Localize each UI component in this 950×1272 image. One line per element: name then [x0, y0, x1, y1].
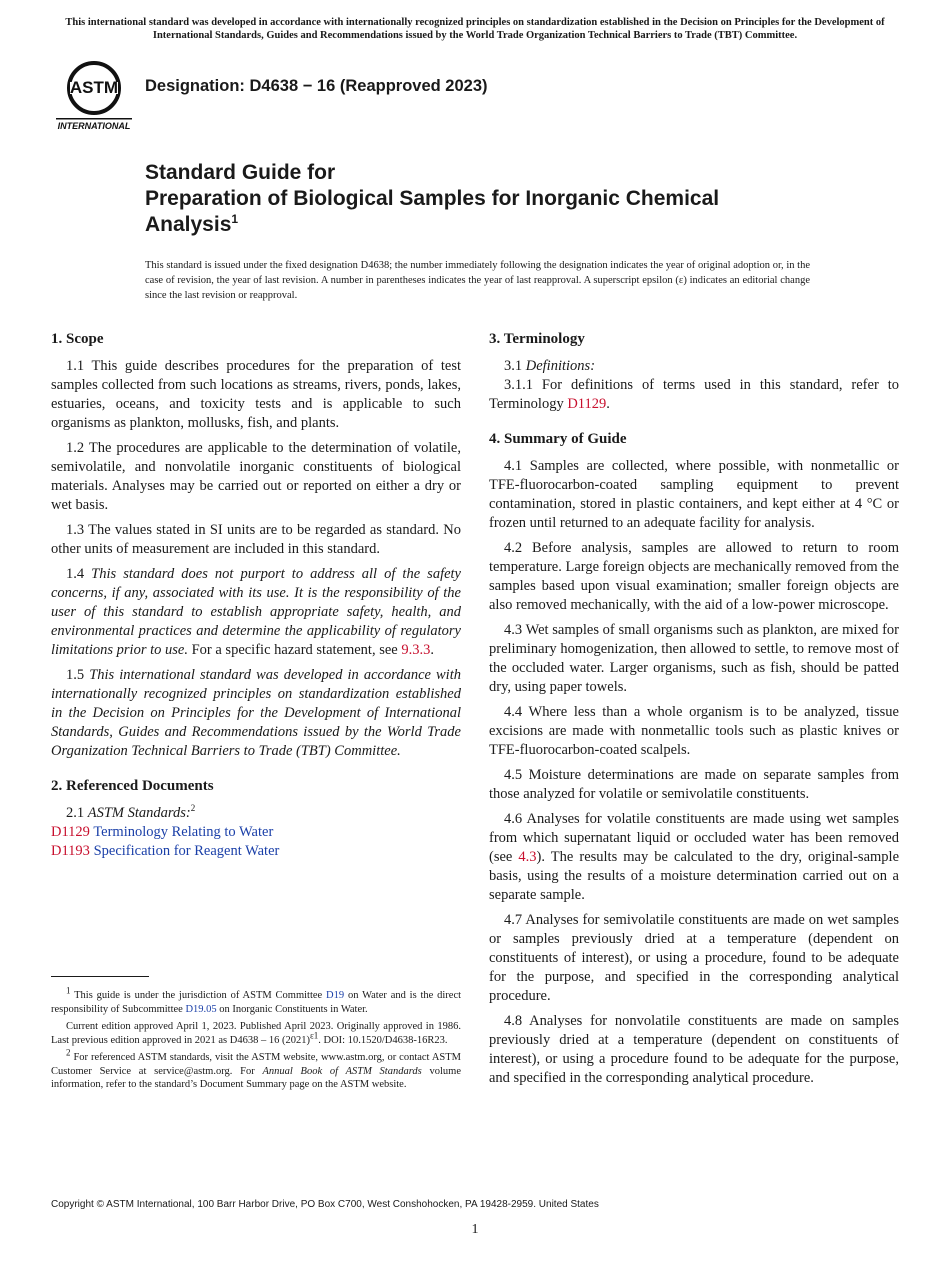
paragraph-1-3: 1.3 The values stated in SI units are to be regarded as standard. No other units of measurement are included in this standard.: [51, 522, 461, 557]
link-9-3-3[interactable]: 9.3.3: [401, 642, 431, 658]
footnote-divider: [51, 976, 149, 977]
paragraph-1-4: 1.4 This standard does not purport to address all of the safety concerns, if any, associated with its use. It is the responsibility of the user of this standard to establish appropriate safety, health, and environmental practices and determine the applicability of regulatory limitations prior to use. For a specific hazard statement, see 9.3.3.: [51, 566, 461, 658]
reference-item[interactable]: D1129 Terminology Relating to Water: [51, 824, 274, 840]
title-footnote-mark: 1: [231, 212, 239, 226]
paragraph-1-1: 1.1 This guide describes procedures for the preparation of test samples collected from such locations as streams, rivers, ponds, lakes, estuaries, oceans, and toxicity tests and is applicable to such organisms as plankton, mollusks, fish, and plants.: [51, 358, 461, 431]
designation: Designation: D4638 − 16 (Reapproved 2023): [145, 77, 488, 95]
left-column: [51, 330, 461, 861]
link-d1129[interactable]: D1129: [567, 396, 607, 412]
section-heading-terminology: 3. Terminology: [489, 331, 585, 347]
paragraph-4-6: 4.6 Analyses for volatile constituents are made using wet samples from which supernatant liquid or occluded water has been removed (see 4.3). The results may be calculated to the dry, original-sample basis, using the results of a moisture determination carried out on a separate sample.: [489, 811, 900, 903]
right-column: [489, 330, 899, 1094]
paragraph-4-1: 4.1 Samples are collected, where possible, with nonmetallic or TFE-fluorocarbon-coated sampling equipment to prevent contamination, stored in plastic containers, and kept either at 4 °C or frozen until returned to an adequate facility for analysis.: [489, 458, 899, 531]
paragraph-4-4: 4.4 Where less than a whole organism is to be analyzed, tissue excisions are made with nonmetallic tools such as plastic knives or TFE-fluorocarbon-coated scalpels.: [489, 704, 899, 758]
paragraph-4-7: 4.7 Analyses for semivolatile constituents are made on wet samples or samples previously dried at a temperature (dependent on constituents of interest), or using a procedure, found to be adequate for the purpose, and specified in the corresponding analytical procedure.: [489, 912, 899, 1004]
logo-text: ASTM: [69, 78, 119, 97]
paragraph-4-3: 4.3 Wet samples of small organisms such as plankton, are mixed for preliminary homogenization, then allowed to settle, to remove most of the occluded water. Larger organisms, such as fish, should be patted dry, using paper towels.: [489, 622, 899, 695]
reference-item[interactable]: D1193 Specification for Reagent Water: [51, 843, 280, 859]
document-title: [145, 160, 845, 238]
section-heading-summary: 4. Summary of Guide: [489, 431, 627, 447]
title-line-1: Standard Guide for: [145, 161, 336, 184]
paragraph-1-2: 1.2 The procedures are applicable to the determination of volatile, semivolatile, and nonvolatile inorganic constituents of biological materials. Analyses may be carried out or reported on either a dry or wet basis.: [51, 440, 461, 513]
standards-banner: This international standard was developed in accordance with internationally recognized principles on standardization established in the Decision on Principles for the Development of International Standards, Guides and Recommendations issued by the World Trade Organization Technical Barriers to Trade (TBT) Committee.: [65, 17, 885, 41]
paragraph-1-5: 1.5 This international standard was developed in accordance with internationally recognized principles on standardization established in the Decision on Principles for the Development of International Standards, Guides and Recommendations issued by the World Trade Organization Technical Barriers to Trade (TBT) Committee.: [51, 667, 461, 759]
paragraph-2-1: 2.1 ASTM Standards:$^2$: [66, 803, 196, 821]
logo-subtext: INTERNATIONAL: [57, 121, 131, 131]
section-heading-referenced-documents: 2. Referenced Documents: [51, 778, 214, 794]
section-heading-scope: 1. Scope: [51, 331, 104, 347]
footnote-2: $^2$ For referenced ASTM standards, visit the ASTM website, www.astm.org, or contact ASTM Customer Service at service@astm.org. For Annual Book of ASTM Standards volume information, refer to the standard’s Document Summary page on the ASTM website.: [51, 1047, 462, 1090]
astm-logo: [54, 58, 134, 132]
footnote-1-edition: Current edition approved April 1, 2023. Published April 2023. Originally approved in 1986. Last previous edition approved in 2021 as D4638 – 16 $(2021)^{\varepsilon 1}$. DOI: 10.1520/D4638-16R23.: [51, 1021, 461, 1046]
paragraph-4-8: 4.8 Analyses for nonvolatile constituents are made on samples previously dried at a temperature (dependent on constituents of interest), or using a procedure found to be adequate for the purpose, and specified in the corresponding analytical procedure.: [489, 1013, 899, 1086]
footnotes: [51, 976, 461, 1096]
page-number: 1: [471, 1222, 479, 1237]
paragraph-3-1-1: 3.1.1 For definitions of terms used in this standard, refer to Terminology D1129.: [489, 377, 899, 412]
link-d19-05[interactable]: D19.05: [185, 1003, 217, 1015]
paragraph-4-5: 4.5 Moisture determinations are made on separate samples from those analyzed for volatile or semivolatile constituents.: [489, 767, 899, 802]
title-line-3: Analysis$^1$: [145, 212, 239, 236]
title-line-2: Preparation of Biological Samples for Inorganic Chemical: [145, 187, 720, 210]
paragraph-4-2: 4.2 Before analysis, samples are allowed to return to room temperature. Large foreign objects are mechanically removed from the samples based upon visual examination; smaller foreign objects are also removed mechanically, with the aid of a low-power microscope.: [489, 540, 899, 613]
paragraph-3-1: 3.1 Definitions:: [504, 358, 596, 374]
link-4-3[interactable]: 4.3: [518, 849, 537, 865]
footnote-1: $^1$ This guide is under the jurisdiction of ASTM Committee D19 on Water and is the direct responsibility of Subcommittee D19.05 on Inorganic Constituents in Water.: [51, 985, 462, 1015]
issuance-notice: This standard is issued under the fixed designation D4638; the number immediately following the designation indicates the year of original adoption or, in the case of revision, the year of last revision. A number in parentheses indicates the year of last reapproval. A superscript epsilon (ε) indicates an editorial change since the last revision or reapproval.: [145, 260, 810, 301]
link-d19[interactable]: D19: [326, 990, 345, 1001]
copyright-footer: Copyright © ASTM International, 100 Barr Harbor Drive, PO Box C700, West Conshohocken, PA 19428-2959. United States: [51, 1199, 599, 1210]
